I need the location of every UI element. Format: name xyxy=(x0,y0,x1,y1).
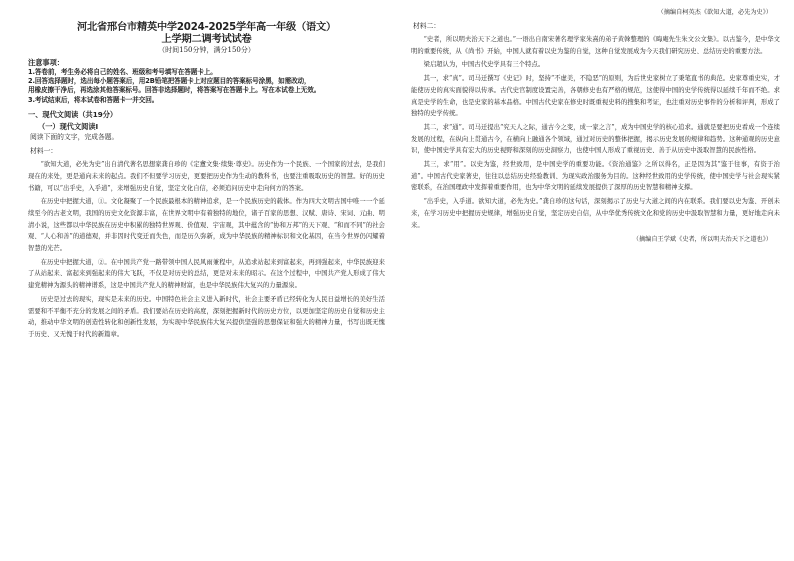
exam-title-line2: 上学期二调考试试卷 xyxy=(161,34,252,45)
material-one-paragraph: 历史是过去的现实，现实是未来的历史。中国特色社会主义进入新时代，社会主要矛盾已经转化为人民日益增长的美好生活需要和不平衡不充分的发展之间的矛盾。我们要站在历史的高度，深刻把握新时代的历史方位，以更加坚定的历史自觉和历史主动，推动中华文明的创造性转化和创新性发展，为实现中华民族伟大复兴提供坚强的思想保证和强大的精神力量，书写出既无愧于历史、又无愧于时代的新篇章。 xyxy=(28,295,385,338)
notice-heading: 注意事项： xyxy=(28,58,64,67)
reading-instruction: 阅读下面的文字，完成各题。 xyxy=(30,133,119,142)
right-page xyxy=(397,0,794,561)
material-two-paragraph: “出乎史，入乎道。欲知大道，必先为史。”龚自珍的这句话，深刻揭示了历史与大道之间的内在联系。我们要以史为鉴、开创未来，在学习历史中把握历史规律，增强历史自觉，坚定历史自信，从中华优秀传统文化和党的历史中汲取智慧和力量，更好地走向未来。 xyxy=(411,198,780,229)
material-two-paragraph: 其三，求“用”。以史为鉴，经世致用，是中国史学的重要功能。《资治通鉴》之所以得名，正是因为其“鉴于往事，有资于治道”。中国古代史家著史，往往以总结历史经验教训、为现实政治服务为目的。这种经世致用的史学传统，使中国史学与社会现实紧密联系，在治国理政中发挥着重要作用，也为中华文明的延续发展提供了深厚的历史智慧和精神支撑。 xyxy=(411,161,780,192)
material-one-paragraph: “欲知大道，必先为史”出自清代著名思想家龚自珍的《定盦文集·续集·尊史》。历史作为一个民族、一个国家的过去，是我们现在的来处，更是通向未来的起点。我们不但要学习历史，更要把历史作为生动的教科书，也要注重吸取历史的智慧。好的历史书籍，可以“出乎史，入乎道”，来增强历史自觉，坚定文化自信，必须追问历史中走向何方的答案。 xyxy=(28,161,385,192)
material-one-source: （摘编自柯英杰《欲知大道，必先为史》） xyxy=(657,9,772,16)
material-one-paragraph: 在历史中把握大道，①。文化凝聚了一个民族最根本的精神追求，是一个民族历史的载体。作为四大文明古国中唯一一个延续至今的古老文明，我国的历史文化资源丰富，在世界文明中有着独特的地位，诸子百家的思想、汉赋、唐诗、宋词、元曲、明清小说，这些都以中华民族在历史中积累的独特世界观、价值观、宇宙观，其中蕴含的“协和万邦”的天下观、“和而不同”的社会观、“人心和善”的道德观，并非因时代变迁而失色，而是历久弥新，成为中华民族的精神标识和文化基因，在当今世界仍闪耀着智慧的光芒。 xyxy=(28,198,385,253)
notice-item: 2.回答选择题时，选出每小题答案后，用2B铅笔把答题卡上对应题目的答案标号涂黑，如需改动， xyxy=(28,76,311,85)
material-two-label: 材料二： xyxy=(413,22,441,30)
material-two-paragraph: “史者，所以明夫治天下之道也。”一语出自南宋著名理学家朱熹的弟子黄榦整理的《晦庵先生朱文公文集》。以古鉴今，是中华文明的重要传统，从《尚书》开始，中国人就有着以史为鉴的自觉，这种自觉发展成为今天我们研究历史、总结历史的重要方法。 xyxy=(411,36,780,55)
exam-subtitle: （时间150分钟，满分150分） xyxy=(158,46,255,54)
notice-item: 3.考试结束后，将本试卷和答题卡一并交回。 xyxy=(28,95,159,104)
material-two-source: （摘编自王学斌《史者，所以明夫治天下之道也》） xyxy=(632,236,772,244)
subsection-title: （一）现代文阅读I xyxy=(38,122,99,132)
material-one-label: 材料一： xyxy=(30,147,58,156)
section-title: 一、现代文阅读（共19分） xyxy=(28,110,118,120)
notice-item: 用橡皮擦干净后，再选涂其他答案标号。回答非选择题时，将答案写在答题卡上。写在本试卷上无效。 xyxy=(28,86,321,95)
material-one-paragraph: 在历史中把握大道，②。在中国共产党一路带领中国人民风雨兼程中，从追求站起来到富起来，再到强起来，中华民族迎来了从站起来、富起来到强起来的伟大飞跃，不仅是对历史的总结，更是对未来的昭示。在这个过程中，中国共产党人形成了伟大建党精神为源头的精神谱系，这是中国共产党人的精神财富，也是中华民族伟大复兴的力量源泉。 xyxy=(28,258,385,290)
material-two-paragraph: 其二，求“通”。司马迁提出“究天人之际，通古今之变，成一家之言”，成为中国史学的核心追求。通就是要把历史看成一个连续发展的过程，在纵向上贯通古今，在横向上融通各个领域，通过对历史的整体把握，揭示历史发展的规律和趋势。这种通观的历史意识，使中国史学具有宏大的历史视野和深刻的历史洞察力，也使中国人形成了重视历史、善于从历史中汲取智慧的民族性格。 xyxy=(411,123,780,155)
notice-item: 1.答卷前，考生务必将自己的姓名、班级和考号填写在答题卡上。 xyxy=(28,67,217,76)
material-two-paragraph: 梁启超认为，中国古代史学具有三个特点。 xyxy=(423,61,545,69)
material-two-paragraph: 其一，求“真”。司马迁撰写《史记》时，坚持“不虚美，不隐恶”的原则，为后世史家树立了秉笔直书的典范。史家尊重史实，才能使历史的真实面貌得以传承。古代史官制度设置完善，各朝修史也有严格的规范，这使得中国的史学传统得以延续千年而不绝。求真是史学的生命，也是史家的基本品格。中国古代史家在修史时既重视史料的搜集和考证，也注重对历史事件的分析和评判，形成了独特的史学传统。 xyxy=(411,75,780,118)
exam-title-line1: 河北省邢台市精英中学2024-2025学年高一年级（语文） xyxy=(77,22,336,33)
